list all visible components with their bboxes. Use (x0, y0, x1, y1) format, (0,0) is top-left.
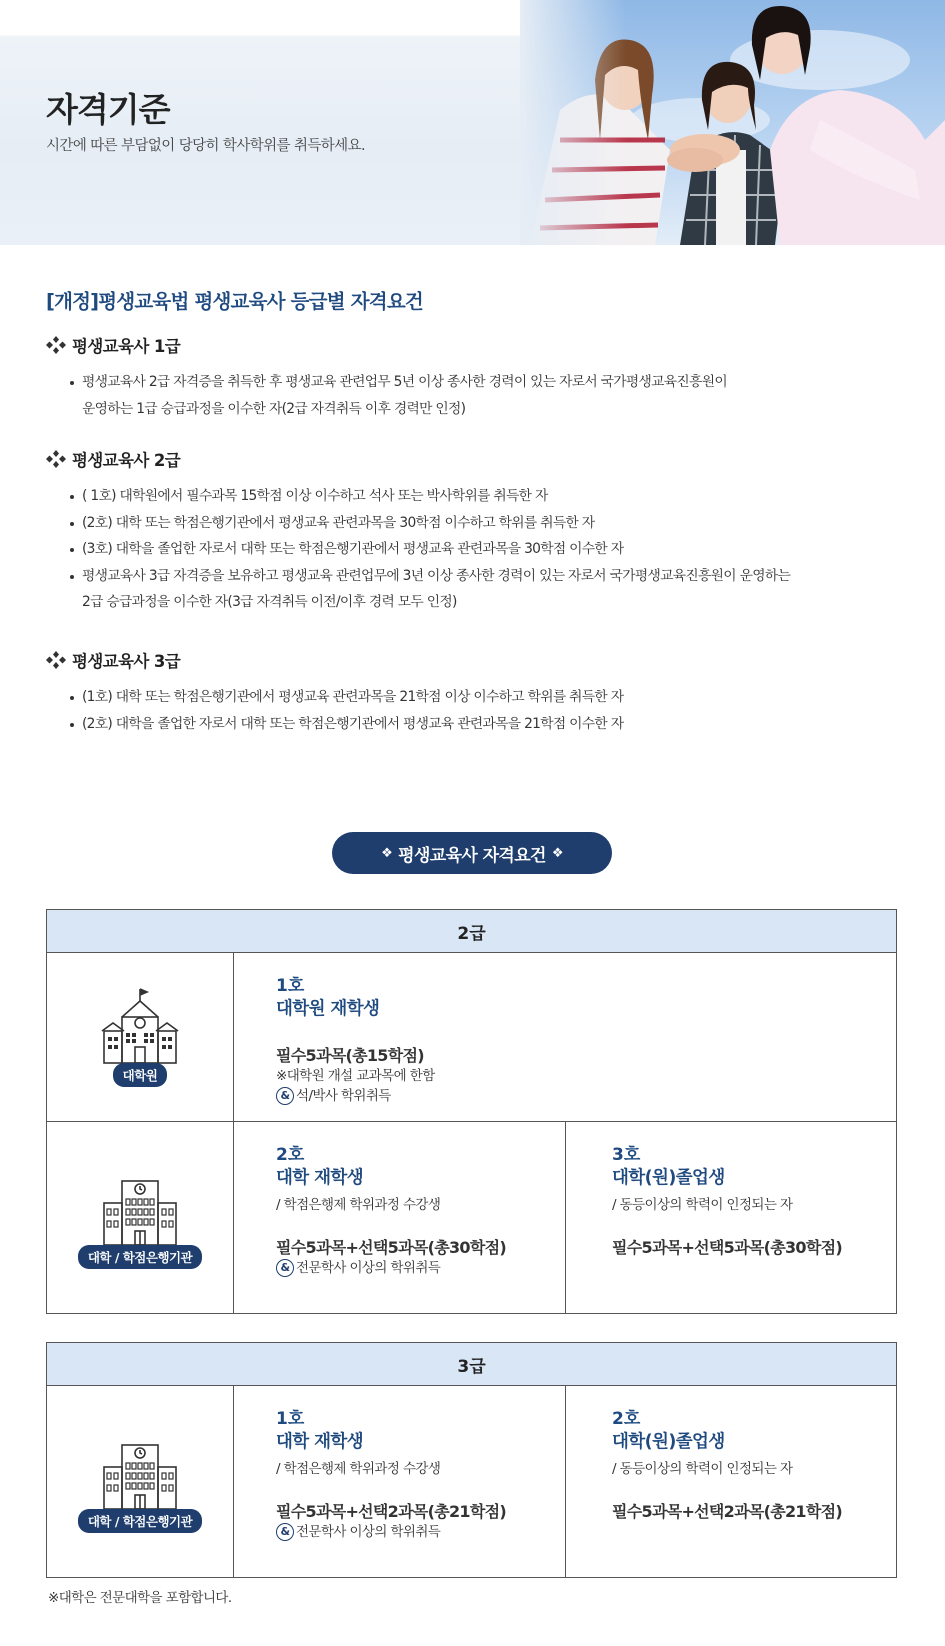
requirement-cell (234, 1122, 565, 1313)
degree-condition: & 석/박사 학위취득 (276, 1086, 896, 1106)
category-badge: 대학 / 학점은행기관 (78, 1245, 202, 1269)
clause-number: 2호 (612, 1409, 641, 1429)
grade3-table (46, 1342, 897, 1578)
category-badge: 대학 / 학점은행기관 (78, 1509, 202, 1533)
grade3-heading: 평생교육사 3급 (46, 648, 180, 672)
clause-number: 1호 (276, 1409, 305, 1429)
university-building-icon (100, 1431, 180, 1511)
grade1-list (70, 369, 900, 422)
clause-title: 대학(원)졸업생 (612, 1432, 725, 1452)
clause-title: 대학 재학생 (276, 1432, 364, 1452)
page-title: 자격기준 (46, 90, 170, 129)
footnote: ※대학은 전문대학을 포함합니다. (48, 1590, 232, 1606)
clause-note: / 학점은행제 학위과정 수강생 (276, 1461, 441, 1477)
requirements-pill: ❖ 평생교육사 자격요건 ❖ (332, 832, 612, 874)
diamond-cluster-icon: ❖ (381, 845, 393, 861)
list-item: (3호) 대학을 졸업한 자로서 대학 또는 학점은행기관에서 평생교육 관련과목을 30학점 이수한 자 (70, 536, 900, 563)
grade2-table (46, 909, 897, 1314)
category-badge: 대학원 (113, 1063, 168, 1087)
university-building-icon (100, 1167, 180, 1247)
diamond-cluster-icon (46, 651, 66, 669)
clause-number: 2호 (276, 1145, 305, 1165)
table-row (47, 1386, 896, 1577)
icon-cell (47, 1386, 234, 1577)
table-row (47, 953, 896, 1122)
list-item: 평생교육사 3급 자격증을 보유하고 평생교육 관련업무에 3년 이상 종사한 경력이 있는 자로서 국가평생교육진흥원이 운영하는 (70, 563, 900, 590)
requirement-cell (565, 1386, 896, 1577)
requirement-cell (234, 1386, 565, 1577)
clause-number: 3호 (612, 1145, 641, 1165)
degree-condition: & 전문학사 이상의 학위취득 (276, 1258, 565, 1278)
clause-title: 대학원 재학생 (276, 999, 380, 1019)
grade2-list (70, 483, 900, 616)
ampersand-icon: & (276, 1523, 294, 1541)
page-subtitle: 시간에 따른 부담없이 당당히 학사학위를 취득하세요. (46, 138, 366, 154)
table-row (47, 1122, 896, 1313)
list-item: 평생교육사 2급 자격증을 취득한 후 평생교육 관련업무 5년 이상 종사한 경력이 있는 자로서 국가평생교육진흥원이 (70, 369, 900, 396)
clause-note: / 학점은행제 학위과정 수강생 (276, 1197, 441, 1213)
list-item: (1호) 대학 또는 학점은행기관에서 평생교육 관련과목을 21학점 이상 이수하고 학위를 취득한 자 (70, 684, 900, 711)
clause-title: 대학 재학생 (276, 1168, 364, 1188)
clause-number: 1호 (276, 976, 305, 996)
grade1-heading: 평생교육사 1급 (46, 333, 180, 357)
clause-note: / 동등이상의 학력이 인정되는 자 (612, 1197, 793, 1213)
clause-note: / 동등이상의 학력이 인정되는 자 (612, 1461, 793, 1477)
diamond-cluster-icon: ❖ (551, 845, 563, 861)
diamond-cluster-icon (46, 450, 66, 468)
icon-cell (47, 953, 234, 1121)
grade2-heading: 평생교육사 2급 (46, 447, 180, 471)
list-item: ( 1호) 대학원에서 필수과목 15학점 이상 이수하고 석사 또는 박사학위를 취득한 자 (70, 483, 900, 510)
credit-requirement: 필수5과목+선택5과목(총30학점) (276, 1238, 506, 1257)
credit-requirement: 필수5과목+선택5과목(총30학점) (612, 1238, 842, 1257)
list-item: (2호) 대학 또는 학점은행기관에서 평생교육 관련과목을 30학점 이수하고 학위를 취득한 자 (70, 510, 900, 537)
credit-requirement: 필수5과목(총15학점) (276, 1046, 424, 1065)
graduate-school-building-icon (100, 987, 180, 1065)
table-header: 3급 (47, 1343, 896, 1386)
requirement-note: ※대학원 개설 교과목에 한함 (276, 1068, 435, 1084)
requirement-cell (234, 953, 896, 1121)
hero-students-photo (520, 0, 945, 245)
ampersand-icon: & (276, 1087, 294, 1105)
ampersand-icon: & (276, 1259, 294, 1277)
icon-cell (47, 1122, 234, 1313)
list-item-continued: 운영하는 1급 승급과정을 이수한 자(2급 자격취득 이후 경력만 인정) (82, 400, 466, 417)
section-title: [개정]평생교육법 평생교육사 등급별 자격요건 (46, 290, 423, 313)
degree-condition: & 전문학사 이상의 학위취득 (276, 1522, 565, 1542)
clause-title: 대학(원)졸업생 (612, 1168, 725, 1188)
hero-banner (0, 0, 945, 245)
requirement-cell (565, 1122, 896, 1313)
credit-requirement: 필수5과목+선택2과목(총21학점) (612, 1502, 842, 1521)
list-item-continued: 2급 승급과정을 이수한 자(3급 자격취득 이전/이후 경력 모두 인정) (82, 594, 457, 610)
diamond-cluster-icon (46, 336, 66, 354)
grade3-list (70, 684, 900, 737)
credit-requirement: 필수5과목+선택2과목(총21학점) (276, 1502, 506, 1521)
table-header: 2급 (47, 910, 896, 953)
list-item: (2호) 대학을 졸업한 자로서 대학 또는 학점은행기관에서 평생교육 관련과목을 21학점 이수한 자 (70, 711, 900, 738)
